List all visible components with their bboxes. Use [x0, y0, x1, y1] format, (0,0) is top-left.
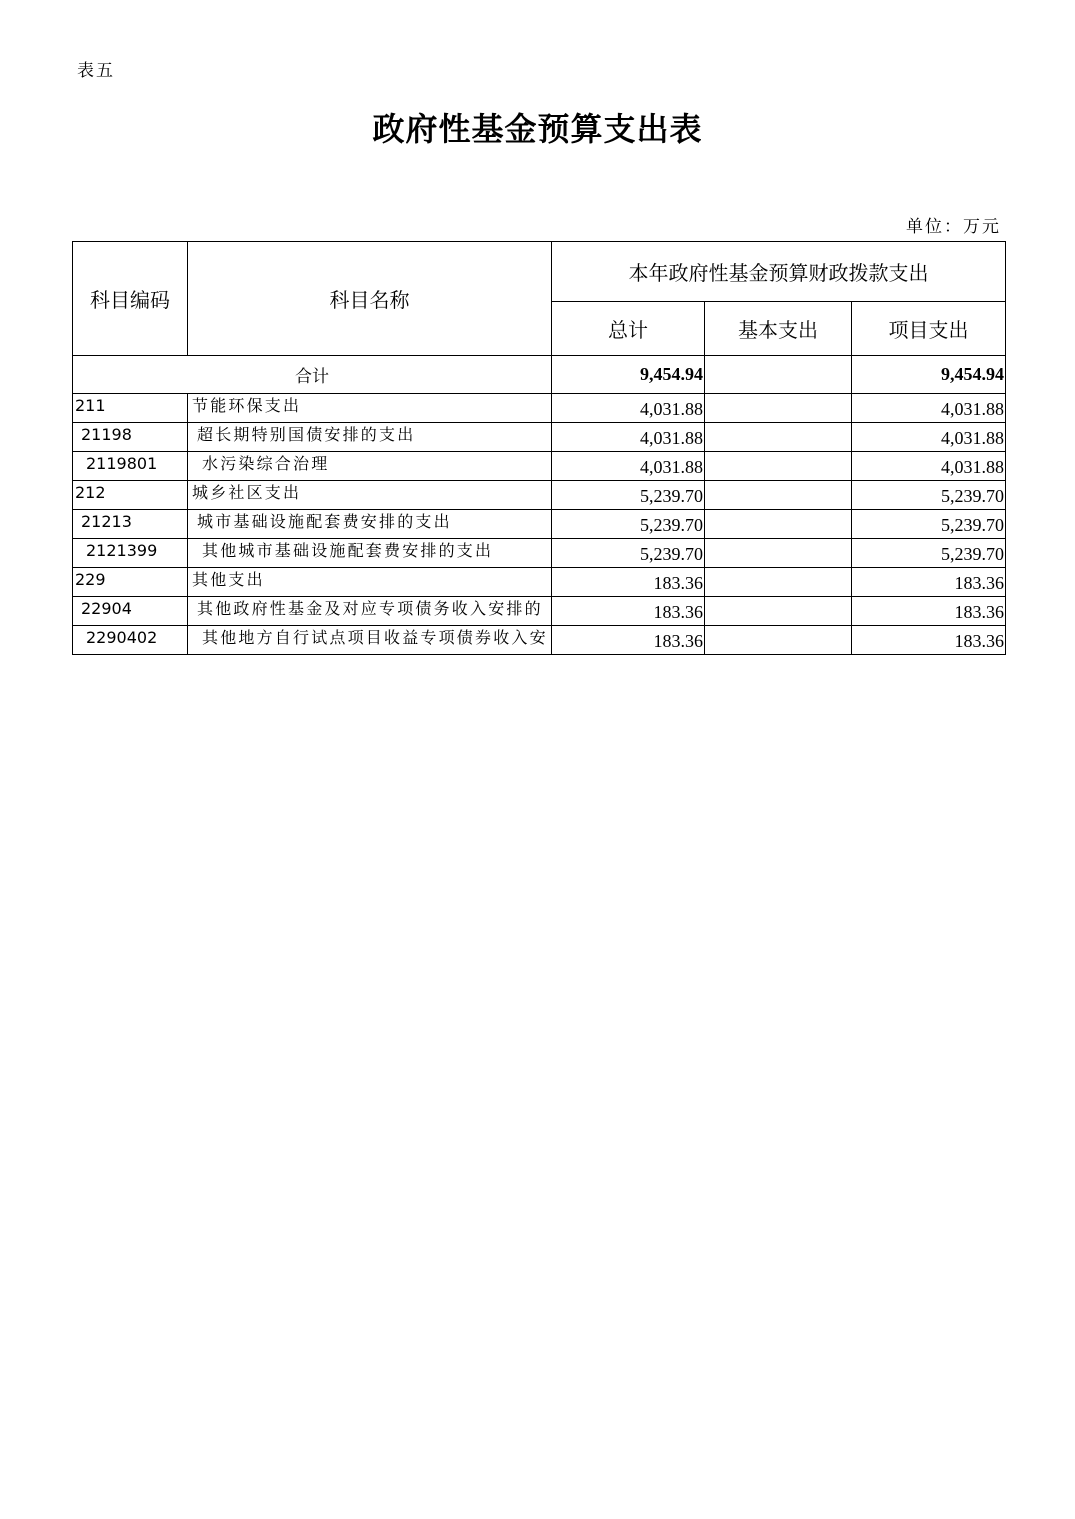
row-basic: [705, 539, 852, 568]
row-code: 2119801: [73, 452, 188, 481]
row-project: 5,239.70: [852, 510, 1006, 539]
expenditure-table: [72, 241, 1006, 655]
row-total: 4,031.88: [552, 423, 705, 452]
row-name: 其他支出: [188, 568, 552, 597]
unit-label: 单位：万元: [906, 217, 1001, 237]
row-name: 城乡社区支出: [188, 481, 552, 510]
row-code: 212: [73, 481, 188, 510]
row-project: 4,031.88: [852, 452, 1006, 481]
row-project: 183.36: [852, 568, 1006, 597]
table-row: [73, 394, 1006, 423]
total-row: [73, 356, 1006, 394]
row-project: 183.36: [852, 597, 1006, 626]
header-project: 项目支出: [852, 302, 1006, 356]
row-project: 5,239.70: [852, 539, 1006, 568]
table-row: [73, 597, 1006, 626]
row-basic: [705, 568, 852, 597]
row-project: 4,031.88: [852, 423, 1006, 452]
row-code: 2290402: [73, 626, 188, 655]
total-label: 合计: [73, 356, 552, 394]
header-basic: 基本支出: [705, 302, 852, 356]
row-name: 其他地方自行试点项目收益专项债券收入安: [188, 626, 552, 655]
row-total: 5,239.70: [552, 510, 705, 539]
row-name: 水污染综合治理: [188, 452, 552, 481]
row-code: 22904: [73, 597, 188, 626]
row-basic: [705, 510, 852, 539]
row-total: 5,239.70: [552, 481, 705, 510]
table-row: [73, 452, 1006, 481]
page-title: 政府性基金预算支出表: [372, 110, 703, 148]
row-basic: [705, 597, 852, 626]
row-total: 183.36: [552, 626, 705, 655]
row-name: 城市基础设施配套费安排的支出: [188, 510, 552, 539]
row-code: 21198: [73, 423, 188, 452]
row-name: 节能环保支出: [188, 394, 552, 423]
row-name: 其他城市基础设施配套费安排的支出: [188, 539, 552, 568]
total-basic: [705, 356, 852, 394]
table-row: [73, 568, 1006, 597]
row-total: 4,031.88: [552, 452, 705, 481]
table-row: [73, 539, 1006, 568]
row-basic: [705, 481, 852, 510]
row-code: 229: [73, 568, 188, 597]
row-name: 其他政府性基金及对应专项债务收入安排的: [188, 597, 552, 626]
row-basic: [705, 394, 852, 423]
row-total: 5,239.70: [552, 539, 705, 568]
header-group: 本年政府性基金预算财政拨款支出: [552, 242, 1006, 302]
row-basic: [705, 626, 852, 655]
header-total: 总计: [552, 302, 705, 356]
total-total: 9,454.94: [552, 356, 705, 394]
row-total: 183.36: [552, 568, 705, 597]
row-total: 183.36: [552, 597, 705, 626]
header-code: 科目编码: [73, 242, 188, 356]
table-row: [73, 510, 1006, 539]
table-row: [73, 626, 1006, 655]
table-row: [73, 423, 1006, 452]
row-basic: [705, 423, 852, 452]
row-code: 211: [73, 394, 188, 423]
row-project: 183.36: [852, 626, 1006, 655]
table-row: [73, 481, 1006, 510]
row-name: 超长期特别国债安排的支出: [188, 423, 552, 452]
row-code: 21213: [73, 510, 188, 539]
total-project: 9,454.94: [852, 356, 1006, 394]
row-code: 2121399: [73, 539, 188, 568]
row-project: 4,031.88: [852, 394, 1006, 423]
row-total: 4,031.88: [552, 394, 705, 423]
header-name: 科目名称: [188, 242, 552, 356]
row-project: 5,239.70: [852, 481, 1006, 510]
table-number: 表五: [77, 61, 115, 81]
row-basic: [705, 452, 852, 481]
